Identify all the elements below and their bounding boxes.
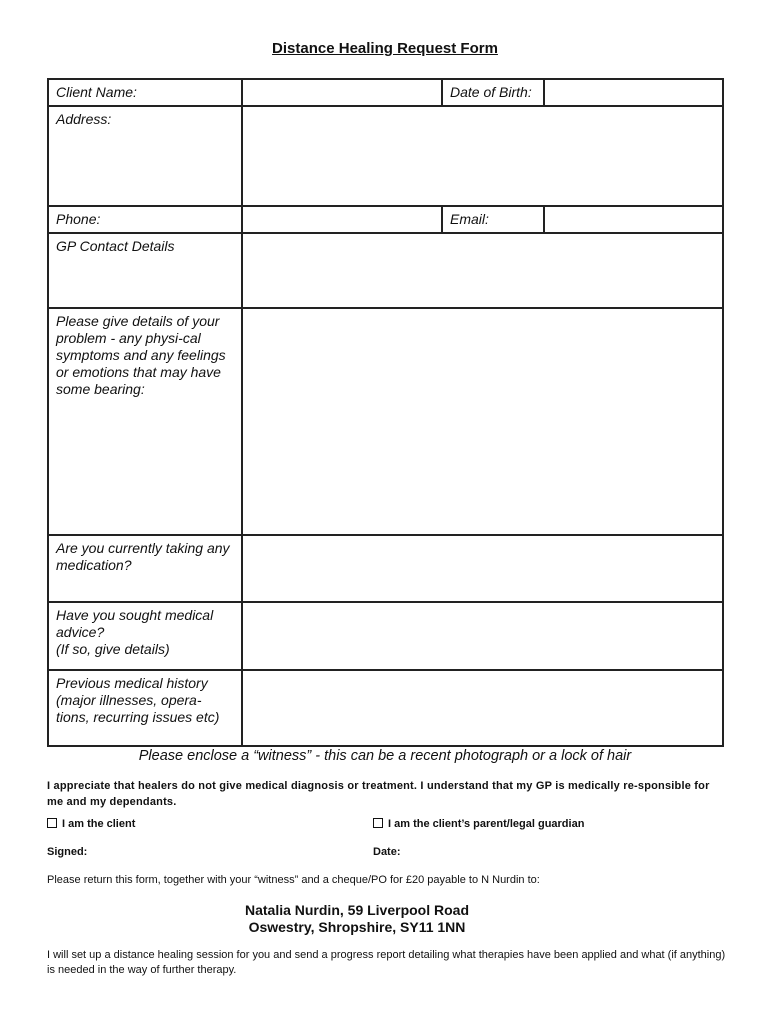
witness-note: Please enclose a “witness” - this can be a recent photograph or a lock of hair — [138, 748, 632, 764]
dob-field[interactable] — [544, 79, 723, 106]
guardian-checkbox[interactable] — [373, 818, 383, 828]
medical-advice-question: Have you sought medical advice? — [56, 607, 214, 640]
client-checkbox[interactable] — [47, 818, 57, 828]
client-option[interactable] — [47, 818, 135, 830]
medication-label: Are you currently taking any medication? — [48, 535, 242, 602]
problem-label: Please give details of your problem - any physi-cal symptoms and any feelings or emotions that may have some bearing: — [48, 308, 242, 535]
return-instructions: Please return this form, together with your “witness” and a cheque/PO for £20 payable to N Nurdin to: — [47, 874, 540, 886]
phone-label: Phone: — [48, 206, 242, 233]
medical-advice-field[interactable] — [242, 602, 723, 670]
page-title: Distance Healing Request Form — [272, 40, 498, 57]
address-line-2: Oswestry, Shropshire, SY11 1NN — [248, 919, 466, 935]
history-label: Previous medical history (major illnesses, opera-tions, recurring issues etc) — [48, 670, 242, 746]
medication-field[interactable] — [242, 535, 723, 602]
address-field[interactable] — [242, 106, 723, 206]
problem-field[interactable] — [242, 308, 723, 535]
medical-advice-label — [48, 602, 242, 670]
medical-advice-hint: (If so, give details) — [56, 641, 170, 657]
acknowledgement-text: I appreciate that healers do not give medical diagnosis or treatment. I understand that my GP is medically re-sponsible for me and my dependants. — [47, 780, 710, 808]
client-name-field[interactable] — [242, 79, 442, 106]
client-name-label: Client Name: — [48, 79, 242, 106]
closing-text: I will set up a distance healing session for you and send a progress report detailing what therapies have been applied and what (if anything) is needed in the way of further therapy. — [47, 949, 726, 976]
phone-field[interactable] — [242, 206, 442, 233]
gp-contact-label: GP Contact Details — [48, 233, 242, 308]
request-form-table — [47, 78, 724, 747]
address-label: Address: — [48, 106, 242, 206]
date-label: Date: — [373, 846, 401, 858]
email-field[interactable] — [544, 206, 723, 233]
postal-address — [0, 902, 714, 936]
signed-label: Signed: — [47, 846, 88, 858]
dob-label: Date of Birth: — [442, 79, 544, 106]
client-option-label: I am the client — [62, 818, 136, 830]
guardian-option[interactable] — [373, 818, 584, 830]
guardian-option-label: I am the client’s parent/legal guardian — [388, 818, 585, 830]
gp-contact-field[interactable] — [242, 233, 723, 308]
address-line-1: Natalia Nurdin, 59 Liverpool Road — [244, 902, 470, 918]
history-field[interactable] — [242, 670, 723, 746]
email-label: Email: — [442, 206, 544, 233]
